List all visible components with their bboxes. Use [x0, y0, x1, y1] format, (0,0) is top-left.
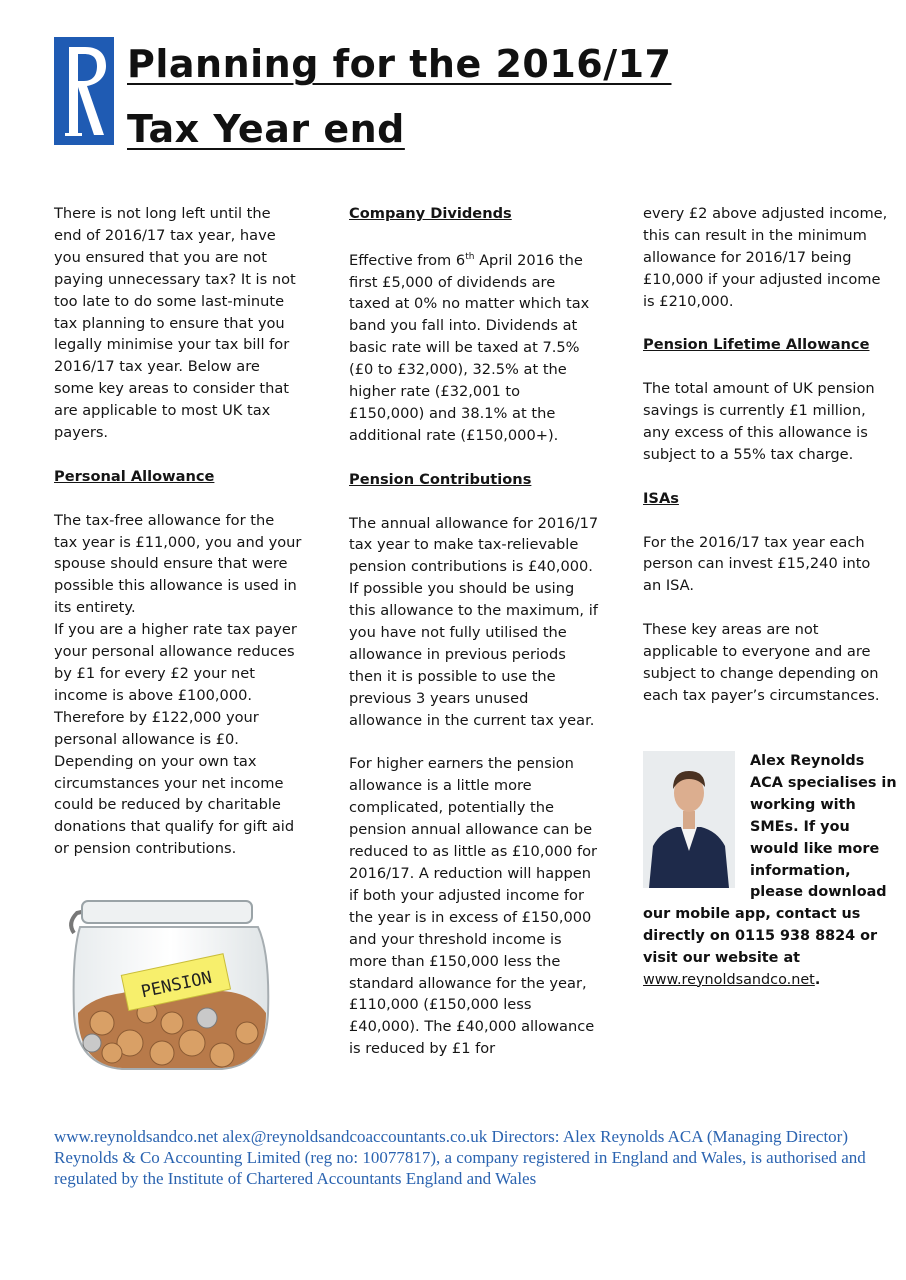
bio-text-bottom: [643, 904, 893, 992]
bio-period: .: [814, 971, 821, 988]
column-3: [643, 203, 893, 707]
isas-paragraph: For the 2016/17 tax year each person can invest £15,240 into an ISA.: [643, 533, 871, 595]
pension-contributions-paragraph-1: The annual allowance for 2016/17 tax year to make tax-relievable pension contributions is £40,000. If possible you should be using this allowance to the maximum, if you have not fully utilised the allowance in previous periods then it is possible to use the previous 3 years unused allowance in the current tax year.: [349, 514, 599, 729]
page-title: [127, 32, 671, 162]
company-dividends-paragraph: [349, 247, 599, 447]
personal-allowance-heading: Personal Allowance: [54, 467, 215, 485]
isas-heading: ISAs: [643, 489, 679, 507]
title-line-2: Tax Year end: [127, 107, 405, 151]
pension-contributions-paragraph-2: For higher earners the pension allowance is a little more complicated, potentially the pension annual allowance can be reduced to as little as £10,000 for 2016/17. A reduction will happen if both your adjusted income for the year is in excess of £150,000 and your threshold income is more than £150,000 less the standard allowance for the year, £110,000 (£150,000 less £40,000). The £40,000 allowance is reduced by £1 for: [349, 755, 598, 1058]
company-logo: [54, 37, 114, 145]
bio-contact-text: our mobile app, contact us directly on 0115 938 8824 or visit our website at: [643, 906, 878, 966]
pension-continued-paragraph: every £2 above adjusted income, this can result in the minimum allowance for 2016/17 being £10,000 if your adjusted income is £210,000.: [643, 205, 888, 310]
personal-allowance-paragraph-3: Depending on your own tax circumstances your net income could be reduced by charitable donations that qualify for gift aid or pension contributions.: [54, 752, 295, 858]
jar-label: PENSION: [139, 967, 214, 1003]
pension-contributions-heading: Pension Contributions: [349, 470, 532, 488]
personal-allowance-paragraph-2: If you are a higher rate tax payer your personal allowance reduces by £1 for every £2 your net income is above £100,000. Therefore by £122,000 your personal allowance is £0.: [54, 621, 297, 748]
dividends-text-start: Effective from 6: [349, 251, 466, 269]
pension-jar-image: [52, 893, 292, 1073]
dividends-text-end: April 2016 the first £5,000 of dividends are taxed at 0% no matter which tax band you fall into. Dividends at basic rate will be taxed at 7.5% (£0 to £32,000), 32.5% at the higher rate (£32,001 to £150,000) and 38.1% at the additional rate (£150,000+).: [349, 251, 590, 444]
column-1: [54, 203, 302, 860]
column-2: [349, 203, 599, 1060]
website-link[interactable]: www.reynoldsandco.net: [643, 971, 815, 988]
intro-paragraph: There is not long left until the end of 2016/17 tax year, have you ensured that you are not paying unnecessary tax? It is not too late to do some last-minute tax planning to ensure that you legally minimise your tax bill for 2016/17 tax year. Below are some key areas to consider that are applicable to most UK tax payers.: [54, 205, 296, 442]
disclaimer-paragraph: These key areas are not applicable to everyone and are subject to change depending on each tax payer’s circumstances.: [643, 621, 880, 704]
dividends-superscript: th: [465, 251, 475, 262]
title-line-1: Planning for the 2016/17: [127, 42, 672, 86]
personal-allowance-paragraph-1: The tax-free allowance for the tax year is £11,000, you and your spouse should ensure that were possible this allowance is used in its entirety.: [54, 511, 302, 617]
company-dividends-heading: Company Dividends: [349, 205, 512, 222]
bio-text-side: Alex Reynolds ACA specialises in working with SMEs. If you would like more information, please download: [750, 753, 897, 901]
pension-lifetime-paragraph: The total amount of UK pension savings is currently £1 million, any excess of this allowance is subject to a 55% tax charge.: [643, 380, 875, 463]
pension-lifetime-heading: Pension Lifetime Allowance: [643, 336, 870, 354]
profile-photo: [643, 751, 735, 888]
footer-contact-info: www.reynoldsandco.net alex@reynoldsandcoaccountants.co.uk Directors: Alex Reynolds ACA (Managing Director) Reynolds & Co Accounting Limited (reg no: 10077817), a company registered in England and Wales, is authorised and regulated by the Institute of Chartered Accountants England and Wales: [54, 1127, 866, 1188]
